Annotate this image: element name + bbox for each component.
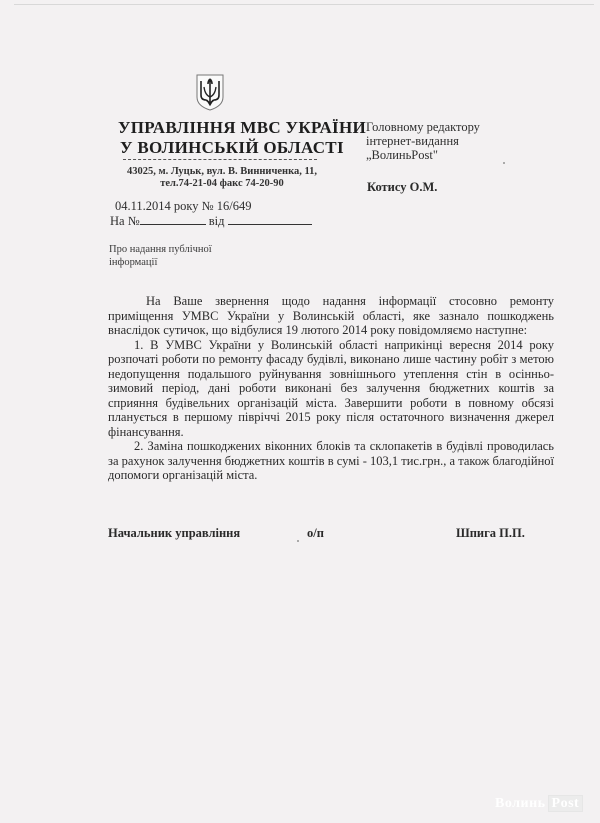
signature-name: Шпига П.П.	[456, 526, 525, 540]
signature-mark: о/п	[307, 526, 324, 540]
recipient-line-2: інтернет-видання	[366, 134, 459, 148]
from-label: від	[208, 214, 225, 228]
recipient-name: Котису О.М.	[367, 180, 438, 194]
watermark-part-2: Post	[548, 795, 584, 812]
organization-name	[118, 118, 366, 158]
recipient-line-3: „ВолиньPost"	[366, 148, 438, 162]
org-line-1: УПРАВЛІННЯ МВС УКРАЇНИ	[118, 118, 366, 137]
outgoing-number: 04.11.2014 року № 16/649	[115, 199, 252, 213]
subject-line-2: інформації	[109, 257, 158, 268]
signature-position: Начальник управління	[108, 526, 241, 540]
organization-address	[123, 166, 321, 190]
recipient-line-1: Головному редактору	[366, 120, 480, 134]
in-reply-label: На №	[110, 214, 140, 228]
trident-coat-of-arms-icon	[195, 73, 225, 111]
scan-speck	[297, 540, 299, 542]
watermark-part-1: Волинь	[495, 796, 546, 811]
scan-speck	[503, 162, 505, 164]
header-divider	[123, 159, 317, 160]
body-item-2: 2. Заміна пошкоджених віконних блоків та склопакетів в будівлі проводилась за рахунок залучення бюджетних коштів в сумі - 103,1 тис.грн., а також благодійної допомоги організацій міста.	[108, 439, 554, 482]
recipient-block	[366, 120, 480, 162]
volynpost-watermark	[495, 796, 583, 812]
scan-page-edge	[14, 4, 594, 5]
body-item-1: 1. В УМВС України у Волинській області наприкінці вересня 2014 року розпочаті роботи по ремонту фасаду будівлі, виконано лише частину робіт з метою недопущення подальшого руйнування зовнішнього утеплення стін в осінньо-зимовий період, дані роботи виконані без залучення бюджетних коштів за сприяння будівельних організацій міста. Завершити роботи в повному обсязі планується в першому півріччі 2015 року після остаточного визначення джерел фінансування.	[108, 337, 554, 439]
address-line-1: 43025, м. Луцьк, вул. В. Винниченка, 11,	[126, 166, 318, 177]
subject-line-1: Про надання публічної	[109, 244, 212, 255]
from-blank	[228, 213, 312, 225]
org-line-2: У ВОЛИНСЬКІЙ ОБЛАСТІ	[120, 138, 344, 157]
in-reply-blank	[140, 213, 206, 225]
letter-subject	[109, 243, 212, 269]
body-intro: На Ваше звернення щодо надання інформації стосовно ремонту приміщення УМВС України у Волинській області, яке зазнало пошкоджень внаслідок сутичок, що відбулися 19 лютого 2014 року повідомляємо наступне:	[108, 294, 554, 337]
reply-reference	[110, 213, 312, 229]
address-line-2: тел.74-21-04 факс 74-20-90	[160, 178, 284, 189]
letter-body	[108, 294, 554, 483]
